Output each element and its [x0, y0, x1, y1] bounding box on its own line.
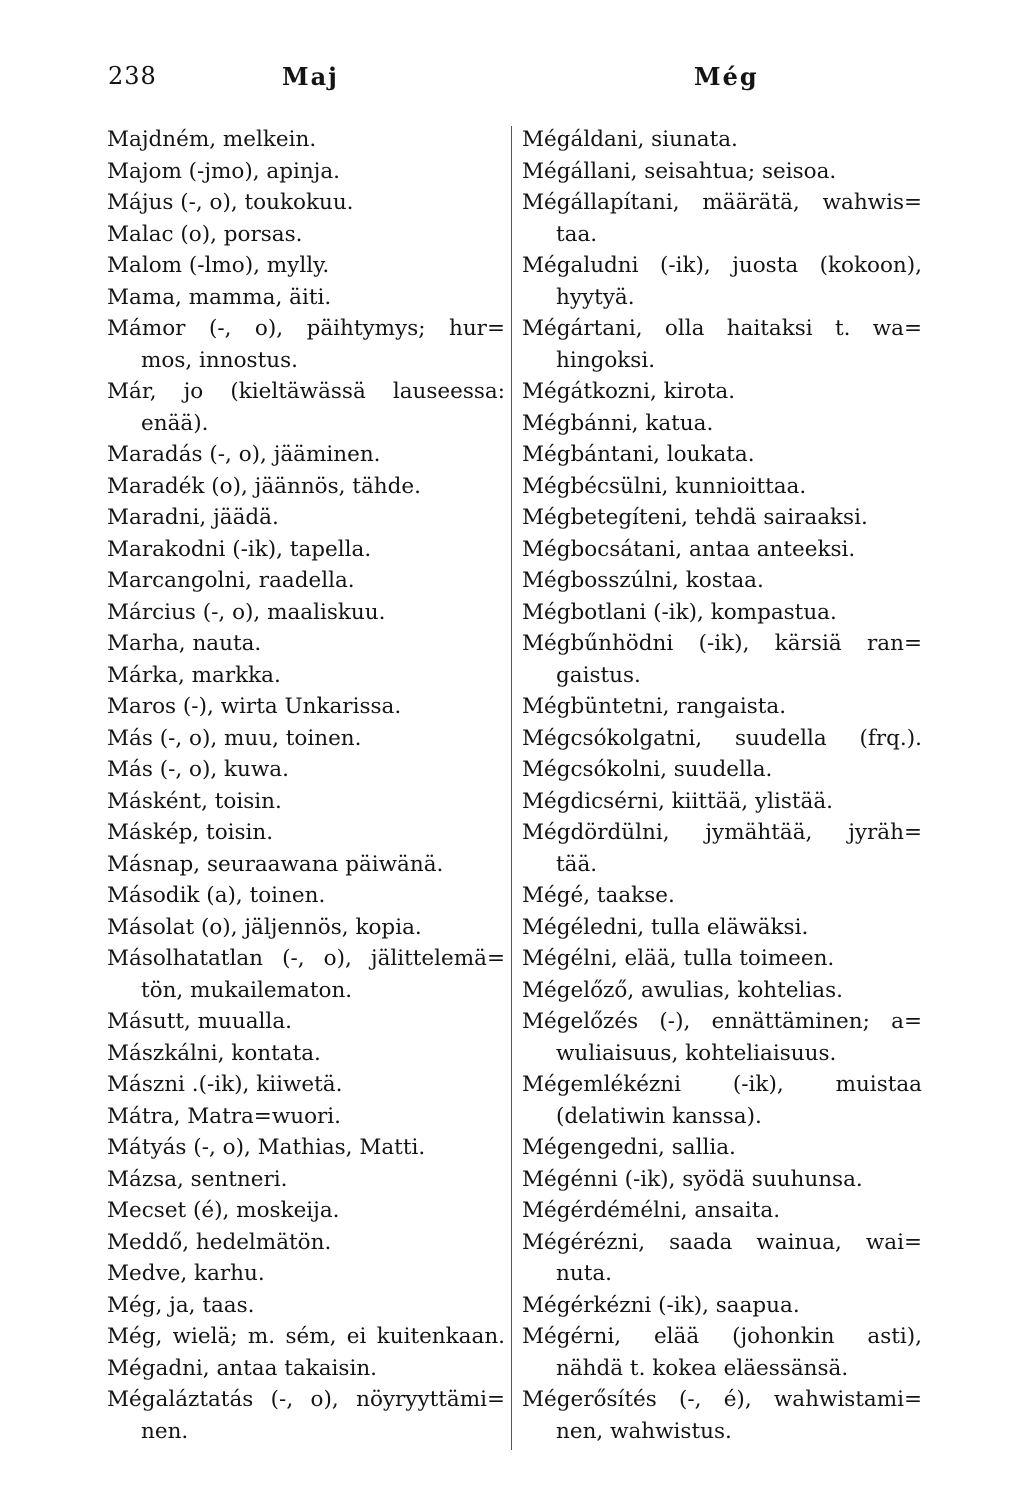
dictionary-line: Mégállapítani, määrätä, wahwis=: [522, 190, 922, 215]
dictionary-line: Máskép, toisin.: [107, 820, 274, 845]
dictionary-line: Mégérézni, saada wainua, wai=: [522, 1229, 922, 1255]
dictionary-line: Mégemlékézni (-ik), muistaa: [522, 1072, 922, 1097]
right-column: [522, 124, 922, 1447]
dictionary-line: Mégcsókolni, suudella.: [522, 757, 773, 782]
dictionary-line: hingoksi.: [556, 347, 656, 373]
dictionary-line: Maradás (-, o), jääminen.: [107, 442, 381, 467]
page-number: 238: [108, 62, 157, 90]
dictionary-line: Mázsa, sentneri.: [107, 1166, 288, 1192]
dictionary-line: Mégaludni (-ik), juosta (kokoon),: [522, 253, 922, 278]
dictionary-line: Mecset (é), moskeija.: [107, 1198, 340, 1223]
dictionary-line: Másutt, muualla.: [107, 1009, 292, 1034]
dictionary-line: Majom (-jmo), apinja.: [107, 158, 340, 184]
column-divider: [511, 126, 512, 1450]
dictionary-line: Mégengedni, sallia.: [522, 1135, 736, 1160]
dictionary-line: Május (-, o), toukokuu.: [107, 190, 354, 215]
left-column: [107, 124, 505, 1447]
dictionary-line: Majdném, melkein.: [107, 127, 317, 152]
dictionary-line: Mégéledni, tulla eläwäksi.: [522, 914, 809, 940]
dictionary-line: mos, innostus.: [141, 347, 298, 373]
dictionary-line: Mégbántani, loukata.: [522, 442, 755, 467]
dictionary-line: Márka, markka.: [107, 662, 281, 688]
right-guide-word: Még: [694, 62, 759, 91]
dictionary-line: Másként, toisin.: [107, 788, 282, 814]
dictionary-line: Másnap, seuraawana päiwänä.: [107, 851, 444, 877]
dictionary-line: Más (-, o), muu, toinen.: [107, 725, 362, 751]
dictionary-line: Mégbotlani (-ik), kompastua.: [522, 599, 837, 625]
dictionary-line: (delatiwin kanssa).: [556, 1103, 762, 1129]
dictionary-line: Mátyás (-, o), Mathias, Matti.: [107, 1135, 426, 1160]
dictionary-line: Mégállani, seisahtua; seisoa.: [522, 158, 837, 184]
dictionary-line: Mégelőző, awulias, kohtelias.: [522, 977, 843, 1003]
dictionary-line: Malac (o), porsas.: [107, 221, 303, 247]
dictionary-line: gaistus.: [556, 662, 641, 688]
dictionary-line: Mama, mamma, äiti.: [107, 284, 332, 310]
dictionary-line: Mégbűnhödni (-ik), kärsiä ran=: [522, 631, 922, 656]
dictionary-line: Mégélni, elää, tulla toimeen.: [522, 946, 835, 971]
dictionary-line: Mászkálni, kontata.: [107, 1040, 321, 1066]
dictionary-line: tää.: [556, 851, 598, 877]
dictionary-line: Mégadni, antaa takaisin.: [107, 1355, 378, 1381]
dictionary-line: Mégcsókolgatni, suudella (frq.).: [522, 725, 922, 751]
dictionary-line: Mégérni, elää (johonkin asti),: [522, 1324, 922, 1349]
dictionary-line: Mégbetegíteni, tehdä sairaaksi.: [522, 505, 868, 530]
dictionary-line: Másolhatatlan (-, o), jälittelemä=: [107, 946, 505, 971]
dictionary-line: Mégelőzés (-), ennättäminen; a=: [522, 1009, 922, 1034]
dictionary-line: Marcangolni, raadella.: [107, 568, 355, 593]
dictionary-line: hyytyä.: [556, 284, 635, 310]
dictionary-line: Meddő, hedelmätön.: [107, 1229, 332, 1255]
left-guide-word: Maj: [282, 62, 339, 91]
dictionary-line: Mégátkozni, kirota.: [522, 379, 736, 404]
dictionary-line: wuliaisuus, kohteliaisuus.: [556, 1040, 837, 1066]
dictionary-line: Mégerősítés (-, é), wahwistami=: [522, 1387, 922, 1412]
dictionary-line: Mégénni (-ik), syödä suuhunsa.: [522, 1166, 863, 1192]
dictionary-line: enää).: [141, 410, 209, 436]
dictionary-line: Marha, nauta.: [107, 631, 262, 656]
dictionary-line: Mégbécsülni, kunnioittaa.: [522, 473, 807, 499]
dictionary-line: Malom (-lmo), mylly.: [107, 253, 330, 278]
dictionary-line: Március (-, o), maaliskuu.: [107, 599, 386, 625]
dictionary-line: taa.: [556, 221, 598, 247]
dictionary-line: Más (-, o), kuwa.: [107, 757, 289, 782]
dictionary-line: Marakodni (-ik), tapella.: [107, 536, 372, 562]
dictionary-line: Mégbosszúlni, kostaa.: [522, 568, 764, 593]
dictionary-line: Maradni, jäädä.: [107, 505, 279, 530]
dictionary-line: Mégáldani, siunata.: [522, 127, 738, 152]
dictionary-line: Mámor (-, o), päihtymys; hur=: [107, 316, 505, 341]
dictionary-line: Mégdicsérni, kiittää, ylistää.: [522, 788, 834, 814]
dictionary-line: Mégdördülni, jymähtää, jyräh=: [522, 820, 922, 845]
dictionary-line: Mégaláztatás (-, o), nöyryyttämi=: [107, 1387, 505, 1412]
dictionary-line: Második (a), toinen.: [107, 883, 326, 908]
dictionary-line: Mégbüntetni, rangaista.: [522, 694, 787, 719]
dictionary-line: Mászni .(-ik), kiiwetä.: [107, 1072, 343, 1097]
dictionary-line: Mégé, taakse.: [522, 883, 675, 908]
dictionary-line: nen, wahwistus.: [556, 1418, 732, 1444]
dictionary-line: Másolat (o), jäljennös, kopia.: [107, 914, 422, 940]
dictionary-line: nuta.: [556, 1261, 612, 1286]
dictionary-line: tön, mukailematon.: [141, 977, 353, 1003]
dictionary-line: nen.: [141, 1418, 189, 1444]
dictionary-line: Medve, karhu.: [107, 1261, 265, 1286]
dictionary-line: Mégérkézni (-ik), saapua.: [522, 1292, 800, 1318]
dictionary-line: nähdä t. kokea eläessänsä.: [556, 1355, 849, 1381]
dictionary-line: Mégérdémélni, ansaita.: [522, 1198, 781, 1223]
dictionary-line: Mátra, Matra=wuori.: [107, 1103, 342, 1129]
dictionary-line: Még, ja, taas.: [107, 1292, 255, 1318]
dictionary-line: Maros (-), wirta Unkarissa.: [107, 694, 402, 719]
dictionary-line: Még, wielä; m. sém, ei kuitenkaan.: [107, 1324, 505, 1349]
dictionary-line: Mégbocsátani, antaa anteeksi.: [522, 536, 856, 562]
dictionary-line: Mégártani, olla haitaksi t. wa=: [522, 316, 922, 341]
dictionary-line: Már, jo (kieltäwässä lauseessa:: [107, 379, 505, 404]
dictionary-line: Mégbánni, katua.: [522, 410, 714, 436]
dictionary-line: Maradék (o), jäännös, tähde.: [107, 473, 421, 499]
